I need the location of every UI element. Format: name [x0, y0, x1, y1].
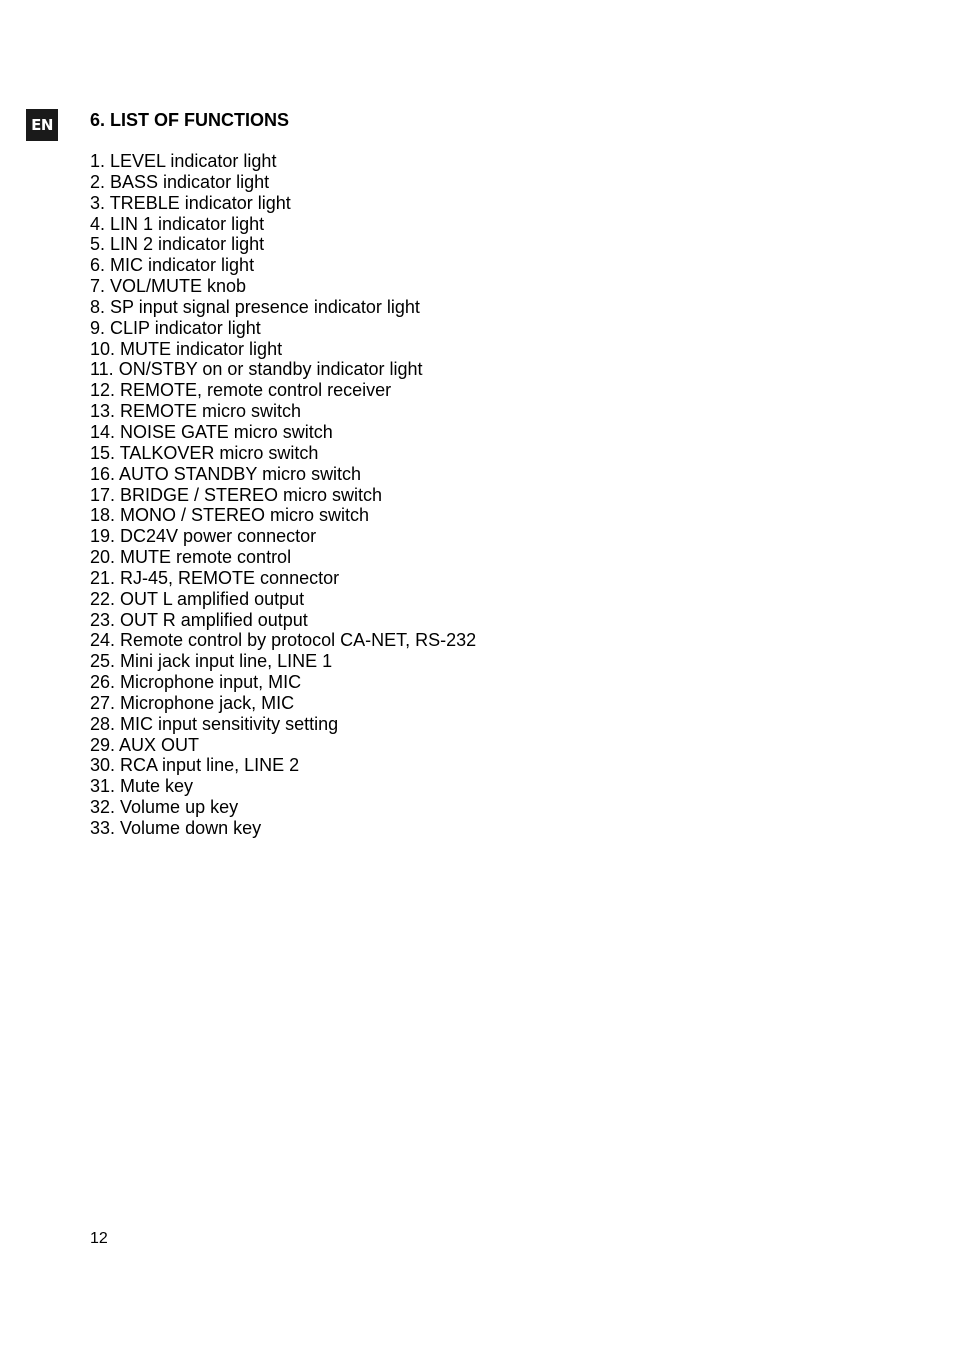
function-item: 15. TALKOVER micro switch	[90, 442, 319, 463]
function-item: 29. AUX OUT	[90, 734, 200, 755]
function-item: 22. OUT L amplified output	[90, 588, 305, 609]
function-list	[90, 151, 476, 839]
function-item: 23. OUT R amplified output	[90, 609, 308, 630]
function-item: 19. DC24V power connector	[90, 526, 317, 547]
section-title: 6. LIST OF FUNCTIONS	[90, 110, 290, 130]
function-item: 11. ON/STBY on or standby indicator light	[90, 359, 423, 380]
function-item: 24. Remote control by protocol CA-NET, RS-232	[90, 630, 477, 651]
function-item: 8. SP input signal presence indicator light	[90, 296, 420, 317]
function-item: 14. NOISE GATE micro switch	[90, 421, 333, 442]
function-item: 2. BASS indicator light	[90, 171, 270, 192]
language-badge: EN	[26, 109, 58, 141]
function-item: 31. Mute key	[90, 776, 194, 797]
function-item: 4. LIN 1 indicator light	[90, 213, 265, 234]
function-item: 17. BRIDGE / STEREO micro switch	[90, 484, 383, 505]
function-item: 27. Microphone jack, MIC	[90, 692, 295, 713]
function-item: 26. Microphone input, MIC	[90, 672, 302, 693]
function-item: 13. REMOTE micro switch	[90, 401, 302, 422]
function-item: 12. REMOTE, remote control receiver	[90, 380, 392, 401]
page-number: 12	[90, 1230, 108, 1247]
function-item: 16. AUTO STANDBY micro switch	[90, 463, 362, 484]
function-item: 5. LIN 2 indicator light	[90, 234, 265, 255]
function-item: 7. VOL/MUTE knob	[90, 276, 247, 297]
function-item: 3. TREBLE indicator light	[90, 192, 291, 213]
function-item: 28. MIC input sensitivity setting	[90, 713, 339, 734]
function-item: 32. Volume up key	[90, 797, 239, 818]
function-item: 20. MUTE remote control	[90, 547, 292, 568]
function-item: 1. LEVEL indicator light	[90, 151, 277, 171]
function-item: 6. MIC indicator light	[90, 255, 255, 276]
function-item: 9. CLIP indicator light	[90, 317, 261, 338]
function-item: 30. RCA input line, LINE 2	[90, 755, 300, 776]
function-item: 21. RJ-45, REMOTE connector	[90, 567, 340, 588]
function-item: 18. MONO / STEREO micro switch	[90, 505, 370, 526]
function-item: 25. Mini jack input line, LINE 1	[90, 651, 333, 672]
function-item: 33. Volume down key	[90, 818, 262, 838]
function-item: 10. MUTE indicator light	[90, 338, 283, 359]
